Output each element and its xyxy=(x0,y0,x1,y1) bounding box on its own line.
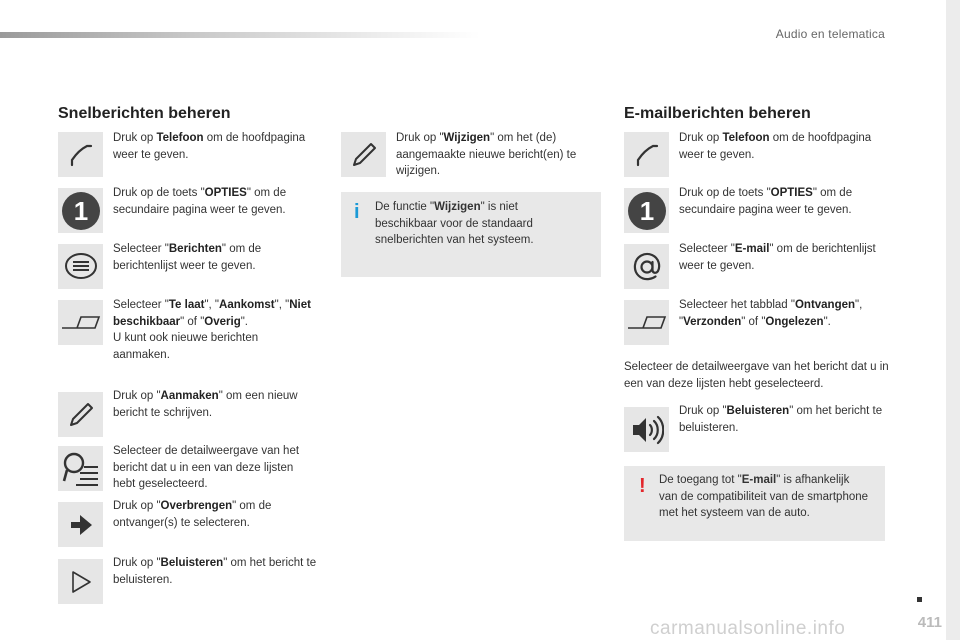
detail-view-icon xyxy=(58,446,103,491)
info-icon: i xyxy=(354,201,360,223)
left-step-3-text: Selecteer "Berichten" om de berichtenlijst weer te geven. xyxy=(113,243,262,272)
phone-icon xyxy=(624,132,669,177)
section-title-email: E-mailberichten beheren xyxy=(624,105,811,122)
forward-icon xyxy=(58,502,103,547)
left-step-8-text: Druk op "Beluisteren" om het bericht te beluisteren. xyxy=(113,557,317,586)
left-step-7-text: Druk op "Overbrengen" om de ontvanger(s) te selecteren. xyxy=(113,500,272,529)
middle-step-text: Druk op "Wijzigen" om het (de) aangemaakte nieuwe bericht(en) te wijzigen. xyxy=(396,132,577,178)
step-1-icon xyxy=(58,188,103,233)
chapter-title: Audio en telematica xyxy=(775,27,885,41)
tab-icon xyxy=(624,300,669,345)
right-step-3-text: Selecteer "E-mail" om de berichtenlijst weer te geven. xyxy=(679,243,876,272)
right-detail-note: Selecteer de detailweergave van het bericht dat u in een van deze lijsten hebt geselecteerd. xyxy=(624,361,889,390)
pencil-icon xyxy=(341,132,386,177)
left-step-2-text: Druk op de toets "OPTIES" om de secundaire pagina weer te geven. xyxy=(113,187,287,216)
left-step-6-text: Selecteer de detailweergave van het bericht dat u in een van deze lijsten hebt geselecteerd. xyxy=(113,445,300,491)
header-gradient-bar xyxy=(0,32,480,38)
speaker-icon xyxy=(624,407,669,452)
right-step-1-text: Druk op Telefoon om de hoofdpagina weer te geven. xyxy=(679,132,872,161)
play-icon xyxy=(58,559,103,604)
section-title-snelberichten: Snelberichten beheren xyxy=(58,105,231,122)
left-step-4-text: Selecteer "Te laat", "Aankomst", "Niet beschikbaar" of "Overig". U kunt ook nieuwe berichten aanmaken. xyxy=(113,297,313,364)
left-step-4-extra: U kunt ook nieuwe berichten aanmaken. xyxy=(113,332,259,362)
at-sign-icon xyxy=(624,244,669,289)
page-marker xyxy=(917,597,922,602)
warning-box xyxy=(624,466,885,541)
right-step-5-text: Druk op "Beluisteren" om het bericht te beluisteren. xyxy=(679,405,883,434)
tab-icon xyxy=(58,300,103,345)
info-box xyxy=(341,192,601,277)
watermark-text: carmanualsonline.info xyxy=(650,618,846,639)
right-step-4-text: Selecteer het tabblad "Ontvangen", "Verzonden" of "Ongelezen". xyxy=(679,299,863,328)
info-text: De functie "Wijzigen" is niet beschikbaar voor de standaard snelberichten van het systeem. xyxy=(375,201,534,247)
phone-icon xyxy=(58,132,103,177)
step-1-icon xyxy=(624,188,669,233)
svg-text:1: 1 xyxy=(639,195,654,226)
page-edge-strip xyxy=(946,0,960,640)
page-number: 411 xyxy=(917,614,942,632)
right-step-2-text: Druk op de toets "OPTIES" om de secundaire pagina weer te geven. xyxy=(679,187,853,216)
warning-icon: ! xyxy=(639,475,646,497)
message-list-icon xyxy=(58,244,103,289)
warning-text: De toegang tot "E-mail" is afhankelijk van de compatibiliteit van de smartphone met het systeem van de auto. xyxy=(659,474,869,520)
left-step-5-text: Druk op "Aanmaken" om een nieuw bericht te schrijven. xyxy=(113,390,298,419)
left-step-1-text: Druk op Telefoon om de hoofdpagina weer te geven. xyxy=(113,132,306,161)
svg-text:1: 1 xyxy=(73,195,88,226)
pencil-icon xyxy=(58,392,103,437)
